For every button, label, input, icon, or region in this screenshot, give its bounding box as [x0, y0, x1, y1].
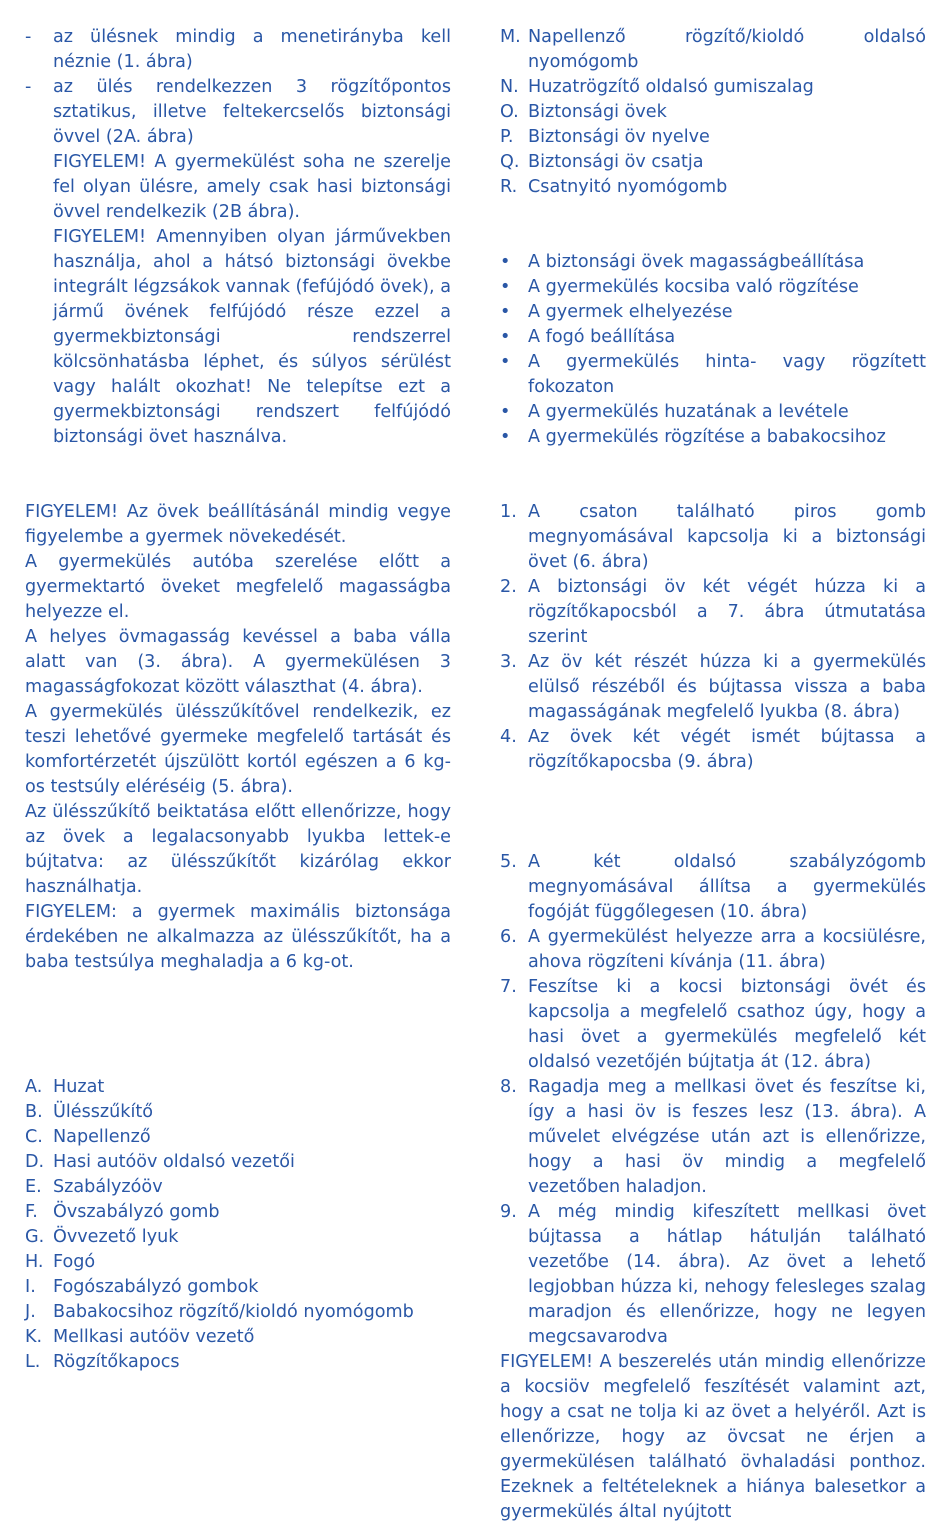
- step-item: 9. A még mindig kifeszített mellkasi övet bújtassa a hátlap hátulján található vezetőbe (14. ábra). Az övet a lehető legjobban húzza ki, nehogy felesleges szalag maradjon és ellenőrizze, hogy ne legyen megcsavarodva: [500, 1202, 926, 1347]
- bullet-icon: •: [500, 302, 511, 322]
- step-item: 5. A két oldalsó szabályzógomb megnyomásával állítsa a gyermekülés fogóját függőlegesen (10. ábra): [500, 852, 926, 922]
- bullet-icon: •: [500, 427, 511, 447]
- step-item: 8. Ragadja meg a mellkasi övet és feszítse ki, így a hasi öv is feszes lesz (13. ábra). A művelet elvégzése után azt is ellenőrizze, hogy a hasi öv mindig a megfelelő vezetőben haladjon.: [500, 1077, 926, 1197]
- dash-marker: -: [25, 77, 32, 97]
- steps-list-installation: [500, 850, 926, 1350]
- requirement-item: - az ülésnek mindig a menetirányba kell néznie (1. ábra): [25, 27, 451, 72]
- warning-paragraph: FIGYELEM! Amennyiben olyan járművekben használja, ahol a hátsó biztonsági övekbe integrált légzsákok vannak (fefújódó övek), a jármű övének felfújódó része ezzel a gyermekbiztonsági rendszerrel kölcsönhatásba léphet, és súlyos sérülést vagy halált okozhat! Ne telepítse ezt a gyermekbiztonsági rendszert felfújódó biztonsági övet használva.: [53, 227, 451, 447]
- list-item: P. Biztonsági öv nyelve: [500, 127, 710, 147]
- step-item: 2. A biztonsági öv két végét húzza ki a rögzítőkapocsból a 7. ábra útmutatása szerint: [500, 577, 926, 647]
- requirement-item: - az ülés rendelkezzen 3 rögzítőpontos sztatikus, illetve feltekercselős biztonsági övvel (2A. ábra): [25, 77, 451, 147]
- left-column: [25, 25, 451, 1375]
- list-item: D. Hasi autóöv oldalsó vezetői: [25, 1152, 295, 1172]
- dash-marker: -: [25, 27, 32, 47]
- steps-list-belts: [500, 500, 926, 775]
- bullet-icon: •: [500, 252, 511, 272]
- step-item: 1. A csaton található piros gomb megnyomásával kapcsolja ki a biztonsági övet (6. ábra): [500, 502, 926, 572]
- list-item: C. Napellenző: [25, 1127, 151, 1147]
- step-item: 3. Az öv két részét húzza ki a gyermekülés elülső részéből és bújtassa vissza a baba magasságának megfelelő lyukba (8. ábra): [500, 652, 926, 722]
- bullet-icon: •: [500, 402, 511, 422]
- list-item: • A gyermek elhelyezése: [500, 300, 926, 325]
- step-item: 6. A gyermekülést helyezze arra a kocsiülésre, ahova rögzíteni kívánja (11. ábra): [500, 927, 926, 972]
- bullet-icon: •: [500, 327, 511, 347]
- list-item: I. Fogószabályzó gombok: [25, 1277, 259, 1297]
- list-item: A. Huzat: [25, 1077, 105, 1097]
- list-item: • A gyermekülés kocsiba való rögzítése: [500, 275, 926, 300]
- list-item: O. Biztonsági övek: [500, 102, 667, 122]
- list-item: • A gyermekülés huzatának a levétele: [500, 400, 926, 425]
- topics-list: [500, 250, 926, 450]
- bullet-icon: •: [500, 277, 511, 297]
- body-paragraph: A gyermekülés autóba szerelése előtt a gyermektartó öveket megfelelő magasságba helyezze el.: [25, 552, 451, 622]
- step-item: 4. Az övek két végét ismét bújtassa a rögzítőkapocsba (9. ábra): [500, 727, 926, 772]
- body-paragraph: A gyermekülés ülésszűkítővel rendelkezik, ez teszi lehetővé gyermeke megfelelő tartását és komfortérzetét újszülött kortól egészen a 6 kg-os testsúly eléréséig (5. ábra).: [25, 702, 451, 797]
- list-item: M. Napellenző rögzítő/kioldó oldalsó nyomógomb: [500, 27, 926, 72]
- list-item: E. Szabályzóöv: [25, 1177, 163, 1197]
- list-item: J. Babakocsihoz rögzítő/kioldó nyomógomb: [25, 1302, 414, 1322]
- warning-paragraph: FIGYELEM! A gyermekülést soha ne szerelje fel olyan ülésre, amely csak hasi biztonsági övvel rendelkezik (2B ábra).: [53, 152, 451, 222]
- body-paragraph: A helyes övmagasság kevéssel a baba válla alatt van (3. ábra). A gyermekülésen 3 magasságfokozat között választhat (4. ábra).: [25, 627, 451, 697]
- list-item: K. Mellkasi autóöv vezető: [25, 1327, 255, 1347]
- list-item: B. Ülésszűkítő: [25, 1102, 154, 1122]
- list-item: L. Rögzítőkapocs: [25, 1352, 180, 1372]
- list-item: G. Övvezető lyuk: [25, 1227, 179, 1247]
- list-item: • A biztonsági övek magasságbeállítása: [500, 250, 926, 275]
- right-column: [500, 25, 926, 1525]
- step-item: 7. Feszítse ki a kocsi biztonsági övét és kapcsolja a megfelelő csathoz úgy, hogy a hasi övet a gyermekülés megfelelő két oldalsó vezetőjén bújtatja át (12. ábra): [500, 977, 926, 1072]
- bullet-icon: •: [500, 352, 511, 372]
- list-item: Q. Biztonsági öv csatja: [500, 152, 704, 172]
- list-item: • A fogó beállítása: [500, 325, 926, 350]
- list-item: F. Övszabályzó gomb: [25, 1202, 220, 1222]
- body-paragraph: FIGYELEM! Az övek beállításánál mindig vegye figyelembe a gyermek növekedését.: [25, 502, 451, 547]
- parts-list: [25, 1075, 451, 1375]
- list-item: H. Fogó: [25, 1252, 96, 1272]
- body-paragraph: FIGYELEM: a gyermek maximális biztonsága érdekében ne alkalmazza az ülésszűkítőt, ha a baba testsúlya meghaladja a 6 kg-ot.: [25, 902, 451, 972]
- list-item: N. Huzatrögzítő oldalsó gumiszalag: [500, 77, 814, 97]
- list-item: • A gyermekülés rögzítése a babakocsihoz: [500, 425, 926, 450]
- list-item: • A gyermekülés hinta- vagy rögzített fokozaton: [500, 352, 926, 397]
- list-item: R. Csatnyitó nyomógomb: [500, 177, 728, 197]
- body-paragraph: Az ülésszűkítő beiktatása előtt ellenőrizze, hogy az övek a legalacsonyabb lyukba lettek-e bújtatva: az ülésszűkítőt kizárólag ekkor használhatja.: [25, 802, 451, 897]
- parts-list-continued: [500, 25, 926, 200]
- warning-paragraph: FIGYELEM! A beszerelés után mindig ellenőrizze a kocsiöv megfelelő feszítését valamint azt, hogy a csat ne tolja ki az övet a helyéről. Azt is ellenőrizze, hogy az övcsat ne érjen a gyermekülésen található övhaladási ponthoz. Ezeknek a feltételeknek a hiánya balesetkor a gyermekülés által nyújtott: [500, 1352, 926, 1522]
